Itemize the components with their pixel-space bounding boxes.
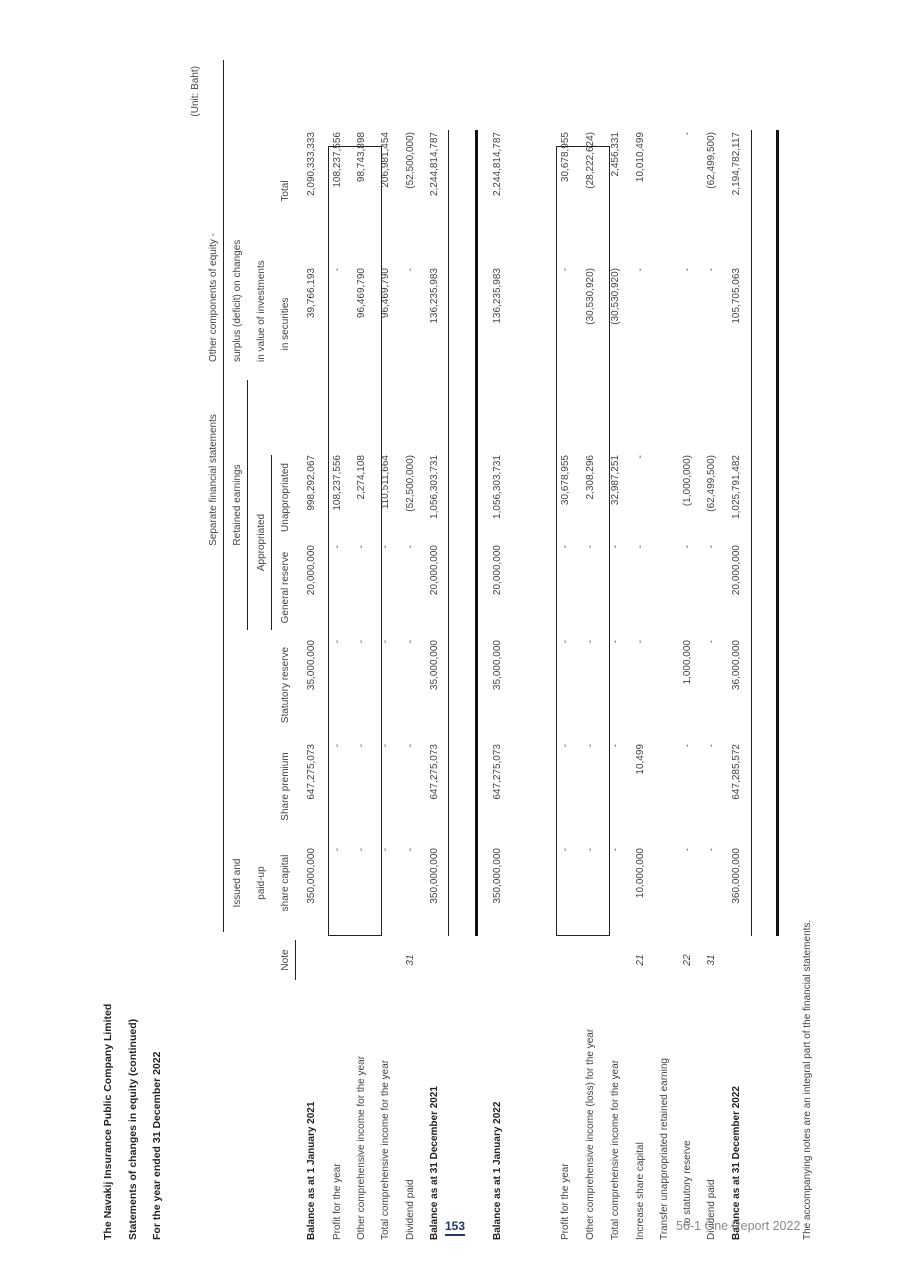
row-value: - <box>706 545 717 549</box>
row-label: Other comprehensive income for the year <box>356 1056 367 1240</box>
row-value: 136,235,983 <box>429 268 440 324</box>
row-value: (1,000,000) <box>682 455 693 507</box>
row-value: - <box>405 268 416 272</box>
row-value: (28,222,624) <box>585 132 596 189</box>
row-label: Dividend paid <box>405 1179 416 1240</box>
note-rule <box>295 940 296 980</box>
row-value: 2,090,333,333 <box>306 132 317 196</box>
row-value: - <box>405 848 416 852</box>
unit-label: (Unit: Baht) <box>190 66 201 117</box>
row-label: to statutory reserve <box>682 1140 693 1226</box>
appropriated-header: Appropriated <box>256 513 267 572</box>
row-label: Transfer unappropriated retained earning <box>659 1058 670 1240</box>
row-value: 108,237,556 <box>332 455 343 511</box>
row-value: - <box>585 545 596 549</box>
row-value: 20,000,000 <box>306 545 317 596</box>
row-label: Profit for the year <box>332 1163 343 1240</box>
row-value: 998,292,067 <box>306 455 317 511</box>
row-label: Total comprehensive income for the year <box>380 1059 391 1240</box>
row-value: - <box>380 744 391 748</box>
appropriated-rule <box>271 455 272 630</box>
row-value: - <box>585 640 596 644</box>
subtotal-rule-2022 <box>751 130 752 936</box>
oce-header-3: in value of investments <box>256 260 267 362</box>
general-reserve-header: General reserve <box>280 551 291 624</box>
share-premium-header: Share premium <box>280 752 291 821</box>
row-value: 1,000,000 <box>682 640 693 685</box>
row-value: - <box>405 640 416 644</box>
row-value: - <box>610 545 621 549</box>
row-value: 96,469,790 <box>380 268 391 319</box>
issued-header-3: share capital <box>280 854 291 912</box>
row-value: 20,000,000 <box>731 545 742 596</box>
row-value: - <box>405 744 416 748</box>
row-value: 98,743,898 <box>356 132 367 183</box>
row-value: - <box>560 545 571 549</box>
row-value: - <box>332 848 343 852</box>
oce-header-2: surplus (deficit) on changes <box>232 239 243 362</box>
row-value: - <box>380 545 391 549</box>
row-label: Balance as at 31 December 2021 <box>429 1086 440 1240</box>
row-value: - <box>356 848 367 852</box>
row-value: - <box>332 545 343 549</box>
row-value: - <box>682 132 693 136</box>
row-value: 350,000,000 <box>429 848 440 904</box>
row-value: 350,000,000 <box>492 848 503 904</box>
retained-earnings-rule <box>247 380 248 630</box>
issued-header-2: paid-up <box>256 866 267 900</box>
row-note: 21 <box>635 954 646 966</box>
row-value: 647,275,073 <box>306 744 317 800</box>
row-value: 2,244,814,787 <box>429 132 440 196</box>
row-value: - <box>706 268 717 272</box>
row-label: Profit for the year <box>560 1163 571 1240</box>
rotated-statement <box>100 60 813 1240</box>
row-value: - <box>706 744 717 748</box>
row-value: (52,500,000) <box>405 455 416 512</box>
page-number: 153 <box>445 1219 465 1236</box>
row-note: 22 <box>682 954 693 966</box>
row-value: 2,244,814,787 <box>492 132 503 196</box>
row-value: 35,000,000 <box>429 640 440 691</box>
row-value: (30,530,920) <box>585 268 596 325</box>
issued-header-1: Issued and <box>232 858 243 908</box>
row-value: - <box>635 268 646 272</box>
row-value: 136,235,983 <box>492 268 503 324</box>
row-value: - <box>682 848 693 852</box>
row-value: - <box>682 545 693 549</box>
row-value: 350,000,000 <box>306 848 317 904</box>
row-label: Total comprehensive income for the year <box>610 1059 621 1240</box>
row-value: - <box>682 268 693 272</box>
company-name: The Navakij Insurance Public Company Limited <box>102 1003 114 1240</box>
row-value: - <box>560 640 571 644</box>
row-label: Dividend paid <box>706 1179 717 1240</box>
row-value: 647,275,073 <box>429 744 440 800</box>
row-value: - <box>610 640 621 644</box>
footnote: The accompanying notes are an integral part of the financial statements. <box>802 919 813 1240</box>
row-value: 32,987,251 <box>610 455 621 506</box>
row-value: - <box>610 848 621 852</box>
row-value: 1,056,303,731 <box>429 455 440 519</box>
row-value: (62,499,500) <box>706 455 717 512</box>
row-value: 96,469,790 <box>356 268 367 319</box>
row-value: 2,456,331 <box>610 132 621 177</box>
row-value: - <box>682 744 693 748</box>
row-label: Balance as at 31 December 2022 <box>731 1086 742 1240</box>
row-value: - <box>332 744 343 748</box>
row-value: 30,678,955 <box>560 455 571 506</box>
row-value: - <box>356 640 367 644</box>
row-label: Other comprehensive income (loss) for the year <box>585 1028 596 1240</box>
row-value: 2,194,782,117 <box>731 132 742 196</box>
retained-earnings-header: Retained earnings <box>232 464 243 546</box>
row-value: 108,237,556 <box>332 132 343 188</box>
unappropriated-header: Unappropriated <box>280 463 291 532</box>
row-value: - <box>585 848 596 852</box>
header-rule <box>223 60 224 932</box>
row-value: - <box>585 744 596 748</box>
row-value: (30,530,920) <box>610 268 621 325</box>
row-label: Balance as at 1 January 2022 <box>492 1101 503 1240</box>
row-value: 2,274,108 <box>356 455 367 500</box>
row-value: - <box>356 545 367 549</box>
row-value: - <box>635 455 646 459</box>
total-rule-2022 <box>776 130 779 936</box>
row-value: 105,705,063 <box>731 268 742 324</box>
row-value: 39,766,193 <box>306 268 317 319</box>
row-value: - <box>332 640 343 644</box>
total-rule-2021 <box>475 130 478 936</box>
row-value: 36,000,000 <box>731 640 742 691</box>
row-value: - <box>380 640 391 644</box>
row-value: - <box>635 640 646 644</box>
row-label: Increase share capital <box>635 1142 646 1240</box>
row-value: - <box>706 640 717 644</box>
subtotal-rule-2021 <box>448 130 449 936</box>
row-value: - <box>706 848 717 852</box>
row-value: 35,000,000 <box>306 640 317 691</box>
row-value: 2,308,296 <box>585 455 596 500</box>
row-value: 110,511,664 <box>380 455 391 510</box>
row-value: 647,285,572 <box>731 744 742 800</box>
row-value: 360,000,000 <box>731 848 742 904</box>
row-value: - <box>560 268 571 272</box>
separate-fs-title: Separate financial statements <box>208 414 219 546</box>
row-value: 1,056,303,731 <box>492 455 503 519</box>
total-header: Total <box>280 180 291 202</box>
note-header: Note <box>280 949 291 971</box>
oce-header-1: Other components of equity - <box>208 233 219 362</box>
row-value: - <box>560 848 571 852</box>
statement-title: Statements of changes in equity (continued) <box>127 1018 139 1240</box>
row-label: Balance as at 1 January 2021 <box>306 1101 317 1240</box>
row-value: 10,000,000 <box>635 848 646 899</box>
row-value: - <box>356 744 367 748</box>
row-value: - <box>332 268 343 272</box>
row-value: 206,981,454 <box>380 132 391 188</box>
row-value: (52,500,000) <box>405 132 416 189</box>
row-value: - <box>560 744 571 748</box>
row-value: - <box>635 545 646 549</box>
row-value: 1,025,791,482 <box>731 455 742 519</box>
row-value: - <box>405 545 416 549</box>
statement-period: For the year ended 31 December 2022 <box>151 1051 163 1240</box>
statutory-reserve-header: Statutory reserve <box>280 646 291 724</box>
row-value: 20,000,000 <box>429 545 440 596</box>
row-value: 647,275,073 <box>492 744 503 800</box>
row-value: - <box>610 744 621 748</box>
row-value: 35,000,000 <box>492 640 503 691</box>
row-value: 10,010,499 <box>635 132 646 183</box>
row-value: 10,499 <box>635 744 646 775</box>
row-value: 20,000,000 <box>492 545 503 596</box>
row-note: 31 <box>706 954 717 966</box>
row-value: (62,499,500) <box>706 132 717 189</box>
oce-header-4: in securities <box>280 297 291 351</box>
row-value: 30,678,955 <box>560 132 571 183</box>
report-name: 56-1 One Report 2022 <box>676 1219 801 1233</box>
row-value: - <box>380 848 391 852</box>
row-note: 31 <box>405 954 416 966</box>
